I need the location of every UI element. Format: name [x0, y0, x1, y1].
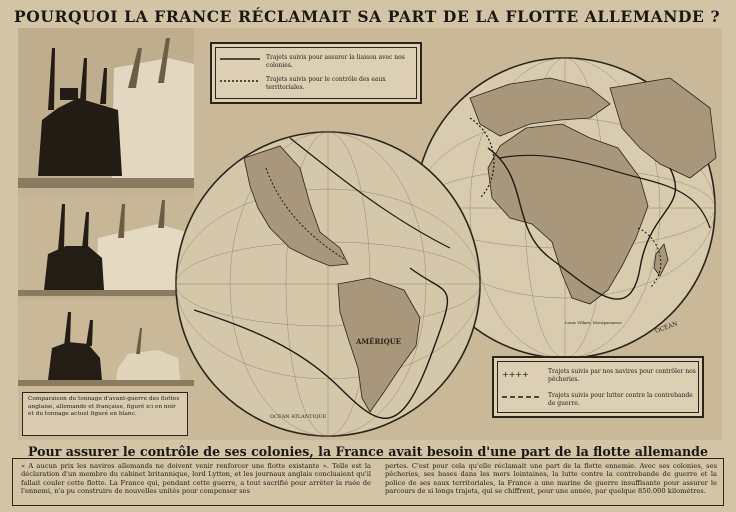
- cross-route-symbol: [502, 370, 542, 378]
- article-body: [12, 458, 724, 506]
- solid-route-symbol: [220, 56, 260, 62]
- article-body-right-column: pertes. C'est pour cela qu'elle réclamait une part de la flotte ennemie. Avec ses colonies, ses pêcheries, ses bases dans les mers lointaines, la lutte contre la contrebande de guerre et la police de ses eaux territoriales, la France a une marine de guerre insuffisante pour assurer le parcours de si longs trajets, qui se chiffrent, pour une année, par quelque 850.000 kilomètres.: [385, 462, 717, 495]
- south-america-label: AMÉRIQUE: [356, 337, 402, 346]
- legend-top-item-liaison: Trajets suivis pour assurer la liaison avec nos colonies.: [266, 54, 405, 69]
- french-fleet-ships: [18, 300, 194, 392]
- east-map-credit: Louis Villars, Montparnasse: [565, 320, 622, 325]
- legend-top: [210, 42, 422, 104]
- svg-text:++++: ++++: [502, 370, 529, 378]
- ship-comparison-illustration: [18, 28, 194, 392]
- german-fleet-ships: [18, 194, 194, 296]
- legend-bottom-item-contraband: Trajets suivis pour lutter contre la contrebande de guerre.: [548, 392, 693, 407]
- legend-bottom-item-fisheries: Trajets suivis par nos navires pour contrôler nos pêcheries.: [548, 368, 696, 383]
- western-hemisphere-globe: [176, 132, 480, 436]
- ships-caption: Comparaison du tonnage d'avant-guerre des flottes anglaise, allemande et française, figuré ici en noir et du tonnage actuel figuré en blanc.: [22, 392, 188, 436]
- page-title: POURQUOI LA FRANCE RÉCLAMAIT SA PART DE LA FLOTTE ALLEMANDE ?: [14, 7, 721, 26]
- east-ocean-label: OCÉAN: [654, 320, 679, 335]
- article-body-left-column: « A aucun prix les navires allemands ne doivent venir renforcer une flotte existante ». Telle est la déclaration d'un membre du cabinet britannique, lord Lytton, et les journaux anglais concluaient qu'il fallait couler cette flotte. La France qui, pendant cette guerre, a tout sacrifié pour arrêter la ruée de l'ennemi, n'a pu construire de nouvelles unités pour compenser ses: [21, 462, 371, 495]
- article-subtitle: Pour assurer le contrôle de ses colonies, la France avait besoin d'une part de la flotte allemande: [28, 444, 708, 459]
- legend-top-item-territorial: Trajets suivis pour le contrôle des eaux territoriales.: [266, 76, 386, 91]
- english-fleet-ships: [18, 28, 194, 188]
- dotted-route-symbol: [220, 78, 260, 84]
- west-ocean-label: OCÉAN ATLANTIQUE: [270, 414, 327, 420]
- legend-bottom: [492, 356, 704, 418]
- dashed-route-symbol: [502, 394, 542, 400]
